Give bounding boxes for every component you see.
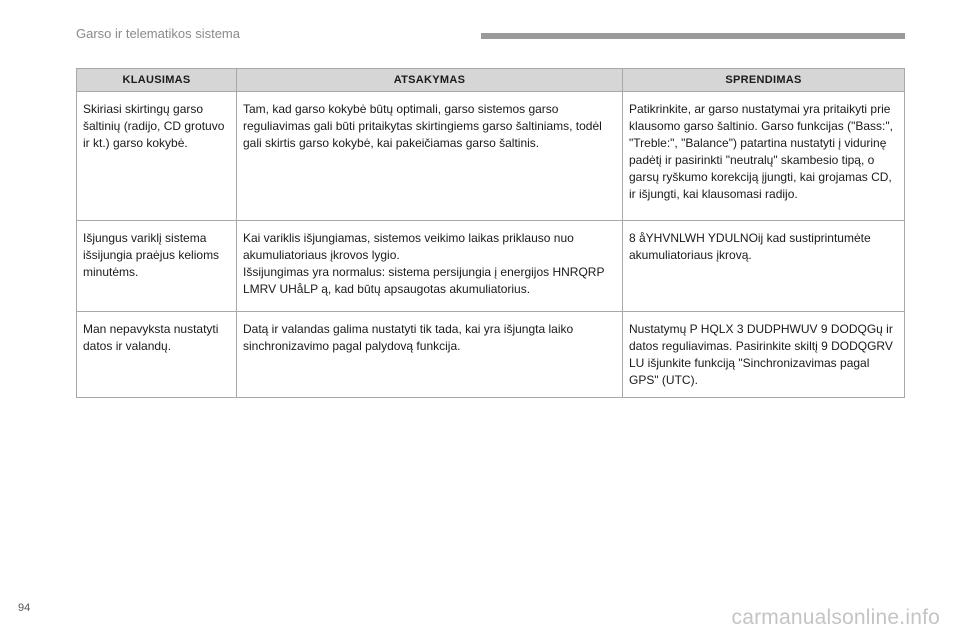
column-header-solution: SPRENDIMAS	[623, 69, 905, 92]
answer-paragraph: Kai variklis išjungiamas, sistemos veikimo laikas priklauso nuo akumuliatoriaus įkrovos lygio.	[243, 231, 574, 262]
answer-paragraph: Išsijungimas yra normalus: sistema persijungia į energijos HNRQRP LMRV UHåLP ą, kad būtų apsaugotas akumuliatorius.	[243, 265, 605, 296]
column-header-question: KLAUSIMAS	[77, 69, 237, 92]
question-cell: Man nepavyksta nustatyti datos ir valandų.	[77, 312, 237, 398]
solution-cell: 8 åYHVNLWH YDULNOĳ kad sustiprintumėte akumuliatoriaus įkrovą.	[623, 221, 905, 312]
faq-table	[76, 68, 905, 398]
watermark: carmanualsonline.info	[731, 606, 940, 629]
solution-cell: Patikrinkite, ar garso nustatymai yra pritaikyti prie klausomo garso šaltinio. Garso funkcijas ("Bass:", "Treble:", "Balance") patartina nustatyti į vidurinę padėtį ir pasirinkti "neutralų" skambesio tipą, o garsų ryškumo korekciją įjungti, kai grojamas CD, ir išjungti, kai klausomasi radijo.	[623, 92, 905, 221]
table-header-row	[77, 69, 905, 92]
answer-cell: Tam, kad garso kokybė būtų optimali, garso sistemos garso reguliavimas gali būti pritaikytas skirtingiems garso šaltiniams, todėl gali skirtis garso kokybė, kai pakeičiamas garso šaltinis.	[237, 92, 623, 221]
page-number: 94	[18, 602, 31, 614]
question-cell: Skiriasi skirtingų garso šaltinių (radijo, CD grotuvo ir kt.) garso kokybė.	[77, 92, 237, 221]
column-header-answer: ATSAKYMAS	[237, 69, 623, 92]
table-row	[77, 221, 905, 312]
question-cell: Išjungus variklį sistema išsijungia praėjus kelioms minutėms.	[77, 221, 237, 312]
section-title: Garso ir telematikos sistema	[76, 26, 240, 41]
answer-cell: Datą ir valandas galima nustatyti tik tada, kai yra išjungta laiko sinchronizavimo pagal palydovą funkcija.	[237, 312, 623, 398]
answer-cell	[237, 221, 623, 312]
solution-cell: Nustatymų P HQLX 3 DUDPHWUV 9 DODQGų ir datos reguliavimas. Pasirinkite skiltį 9 DODQGRV LU išjunkite funkciją "Sinchronizavimas pagal GPS" (UTC).	[623, 312, 905, 398]
table-row	[77, 312, 905, 398]
table-row	[77, 92, 905, 221]
header-divider-bar	[481, 33, 905, 39]
